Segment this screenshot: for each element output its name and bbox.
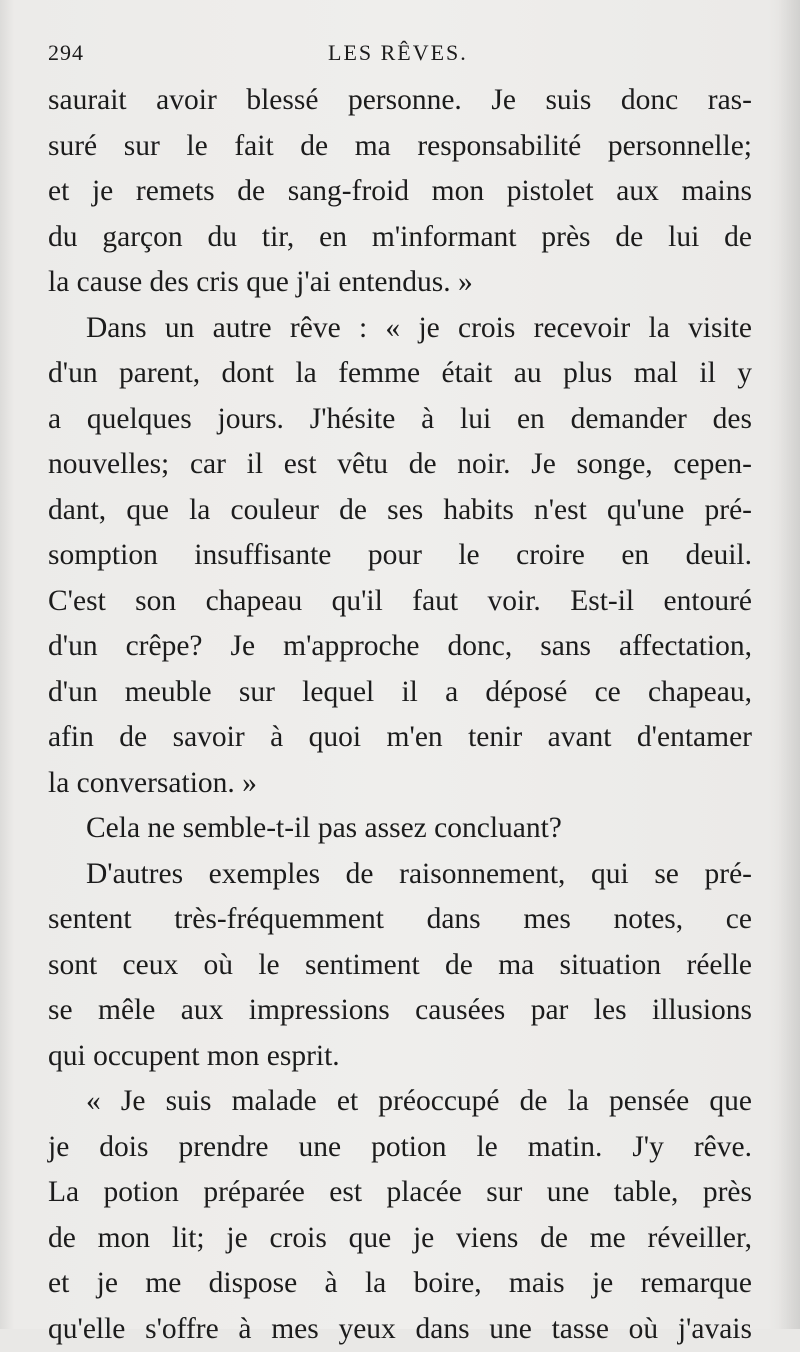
text-line: qu'elle s'offre à mes yeux dans une tasse où j'avais: [48, 1307, 752, 1352]
text-line: qui occupent mon esprit.: [48, 1034, 752, 1080]
text-line: d'un meuble sur lequel il a déposé ce chapeau,: [48, 670, 752, 716]
text-line: Cela ne semble-t-il pas assez concluant?: [48, 806, 752, 852]
text-line: D'autres exemples de raisonnement, qui se pré-: [48, 852, 752, 898]
page-edge-shadow: [778, 0, 800, 1329]
text-line: d'un parent, dont la femme était au plus mal il y: [48, 351, 752, 397]
text-line: La potion préparée est placée sur une table, près: [48, 1170, 752, 1216]
text-line: la conversation. »: [48, 761, 752, 807]
text-line: dant, que la couleur de ses habits n'est qu'une pré-: [48, 488, 752, 534]
text-line: se mêle aux impressions causées par les illusions: [48, 988, 752, 1034]
text-line: C'est son chapeau qu'il faut voir. Est-il entouré: [48, 579, 752, 625]
running-title: LES RÊVES.: [328, 40, 468, 66]
text-line: « Je suis malade et préoccupé de la pensée que: [48, 1079, 752, 1125]
text-line: nouvelles; car il est vêtu de noir. Je songe, cepen-: [48, 442, 752, 488]
text-line: somption insuffisante pour le croire en deuil.: [48, 533, 752, 579]
text-line: de mon lit; je crois que je viens de me réveiller,: [48, 1216, 752, 1262]
text-line: a quelques jours. J'hésite à lui en demander des: [48, 397, 752, 443]
text-line: la cause des cris que j'ai entendus. »: [48, 260, 752, 306]
text-line: Dans un autre rêve : « je crois recevoir la visite: [48, 306, 752, 352]
text-line: sentent très-fréquemment dans mes notes, ce: [48, 897, 752, 943]
page-number: 294: [48, 40, 84, 66]
page-header: [48, 36, 750, 76]
text-line: suré sur le fait de ma responsabilité personnelle;: [48, 124, 752, 170]
text-line: saurait avoir blessé personne. Je suis donc ras-: [48, 78, 752, 124]
text-line: sont ceux où le sentiment de ma situation réelle: [48, 943, 752, 989]
text-line: d'un crêpe? Je m'approche donc, sans affectation,: [48, 624, 752, 670]
text-line: et je me dispose à la boire, mais je remarque: [48, 1261, 752, 1307]
body-text: [48, 78, 752, 1352]
text-line: et je remets de sang-froid mon pistolet aux mains: [48, 169, 752, 215]
text-line: afin de savoir à quoi m'en tenir avant d'entamer: [48, 715, 752, 761]
text-line: je dois prendre une potion le matin. J'y rêve.: [48, 1125, 752, 1171]
text-line: du garçon du tir, en m'informant près de lui de: [48, 215, 752, 261]
